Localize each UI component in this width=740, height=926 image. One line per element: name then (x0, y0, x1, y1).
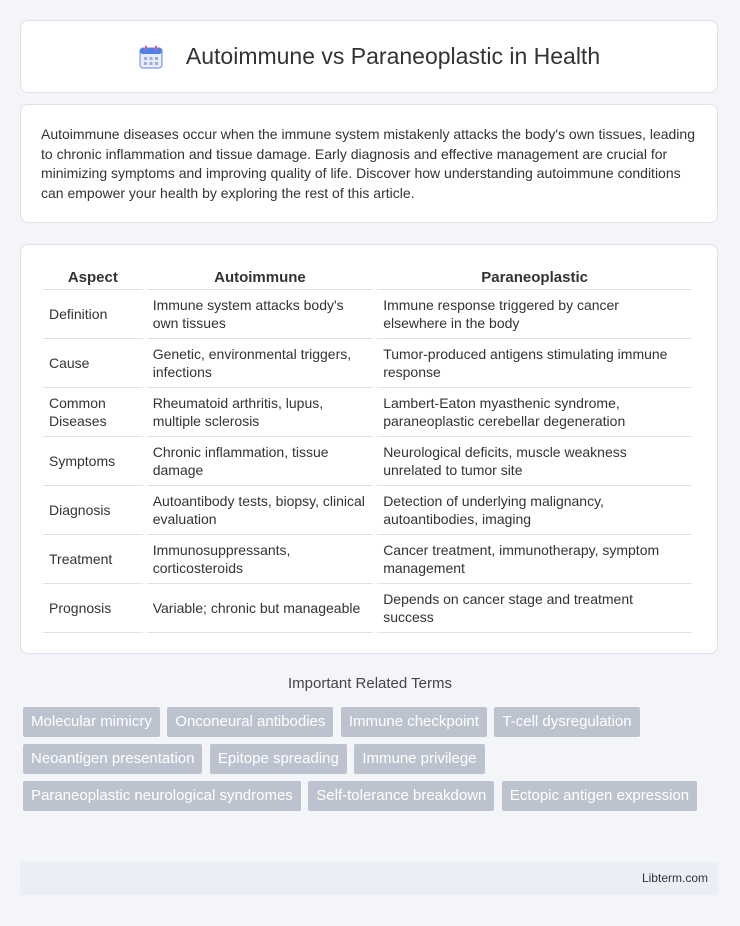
cell-aspect: Common Diseases (43, 388, 143, 437)
cell-paraneoplastic: Immune response triggered by cancer elsewhere in the body (377, 290, 692, 339)
footer (20, 862, 718, 895)
header-paraneoplastic: Paraneoplastic (377, 265, 692, 290)
cell-autoimmune: Immunosuppressants, corticosteroids (147, 535, 373, 584)
calendar-icon (138, 44, 164, 70)
intro-paragraph: Autoimmune diseases occur when the immune system mistakenly attacks the body's own tissues, leading to chronic inflammation and tissue damage. Early diagnosis and effective management are crucial for minimizing symptoms and improving quality of life. Discover how understanding autoimmune conditions can empower your health by exploring the rest of this article. (41, 126, 695, 201)
cell-paraneoplastic: Depends on cancer stage and treatment success (377, 584, 692, 633)
tag-self-tolerance-breakdown[interactable]: Self-tolerance breakdown (308, 781, 494, 811)
cell-paraneoplastic: Neurological deficits, muscle weakness unrelated to tumor site (377, 437, 692, 486)
cell-aspect: Prognosis (43, 584, 143, 633)
related-terms-heading: Important Related Terms (288, 675, 452, 692)
cell-aspect: Diagnosis (43, 486, 143, 535)
header-aspect: Aspect (43, 265, 143, 290)
intro-card (20, 104, 718, 223)
cell-autoimmune: Rheumatoid arthritis, lupus, multiple sclerosis (147, 388, 373, 437)
header-autoimmune: Autoimmune (147, 265, 373, 290)
tag-onconeural-antibodies[interactable]: Onconeural antibodies (167, 707, 333, 737)
cell-aspect: Treatment (43, 535, 143, 584)
cell-aspect: Cause (43, 339, 143, 388)
cell-aspect: Symptoms (43, 437, 143, 486)
comparison-table-card (20, 244, 718, 654)
table-row (43, 437, 692, 486)
cell-autoimmune: Chronic inflammation, tissue damage (147, 437, 373, 486)
tag-immune-privilege[interactable]: Immune privilege (354, 744, 484, 774)
cell-paraneoplastic: Lambert-Eaton myasthenic syndrome, paraneoplastic cerebellar degeneration (377, 388, 692, 437)
table-row (43, 290, 692, 339)
table-row (43, 535, 692, 584)
tag-ectopic-antigen-expression[interactable]: Ectopic antigen expression (502, 781, 697, 811)
table-row (43, 339, 692, 388)
tag-immune-checkpoint[interactable]: Immune checkpoint (341, 707, 487, 737)
tag-neoantigen-presentation[interactable]: Neoantigen presentation (23, 744, 202, 774)
related-terms-list (23, 707, 703, 818)
table-header-row (43, 265, 692, 290)
cell-autoimmune: Variable; chronic but manageable (147, 584, 373, 633)
cell-autoimmune: Immune system attacks body's own tissues (147, 290, 373, 339)
tag-molecular-mimicry[interactable]: Molecular mimicry (23, 707, 160, 737)
tag-epitope-spreading[interactable]: Epitope spreading (210, 744, 347, 774)
table-row (43, 584, 692, 633)
tag-t-cell-dysregulation[interactable]: T-cell dysregulation (494, 707, 639, 737)
table-row (43, 388, 692, 437)
title-card (20, 20, 718, 93)
cell-autoimmune: Autoantibody tests, biopsy, clinical evaluation (147, 486, 373, 535)
cell-paraneoplastic: Tumor-produced antigens stimulating immune response (377, 339, 692, 388)
tag-paraneoplastic-neurological-syndromes[interactable]: Paraneoplastic neurological syndromes (23, 781, 301, 811)
cell-autoimmune: Genetic, environmental triggers, infections (147, 339, 373, 388)
page-title: Autoimmune vs Paraneoplastic in Health (185, 43, 601, 69)
footer-site-link[interactable]: Libterm.com (641, 871, 708, 885)
comparison-table (39, 265, 696, 633)
table-row (43, 486, 692, 535)
cell-aspect: Definition (43, 290, 143, 339)
cell-paraneoplastic: Cancer treatment, immunotherapy, symptom management (377, 535, 692, 584)
cell-paraneoplastic: Detection of underlying malignancy, autoantibodies, imaging (377, 486, 692, 535)
